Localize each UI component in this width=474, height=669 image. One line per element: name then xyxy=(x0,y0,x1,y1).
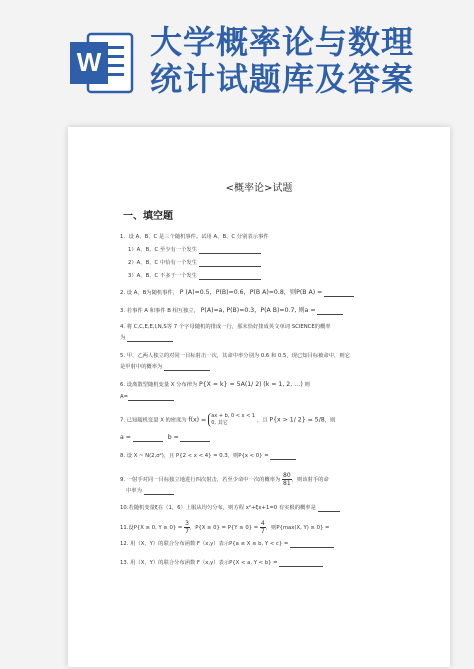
q5-tail: 是甲射中的概率为 xyxy=(120,364,163,370)
q11-f1-denominator: 7 xyxy=(185,528,189,535)
question-6-cont xyxy=(120,394,420,401)
q7-piece-2-expr: 0, xyxy=(211,420,217,426)
q7-fx: f(x) = xyxy=(188,416,207,424)
q7-piece-1-cond: 0 < x < 1 xyxy=(230,413,256,419)
q6-formula: P{X = k} = 5A(1/ 2) xyxy=(199,381,262,388)
q7-piece-2 xyxy=(211,420,227,426)
q7-then: ，则 xyxy=(324,417,336,424)
banner-title-line1: 大学概率论与数理 xyxy=(150,23,415,61)
question-5-cont xyxy=(120,364,420,371)
document-title: <概率论>试题 xyxy=(225,183,293,194)
q6-range: (k = 1, 2, …) xyxy=(263,381,303,388)
q3-text: 3. 若事件 A 和事件 B 相互独立， xyxy=(120,308,199,314)
question-11 xyxy=(120,520,420,535)
q7-and: ，且 xyxy=(257,417,268,424)
q11-f1-numerator: 3 xyxy=(185,520,189,527)
question-6 xyxy=(120,381,420,389)
q9-numerator: 80 xyxy=(283,472,291,479)
question-4: 4. 将 C,C,E,E,I,N,S等 7 个字母随机的排成一行，那末恰好排成英文单词 SCIENCE的概率 xyxy=(120,324,331,330)
document-page xyxy=(68,127,450,667)
word-icon-letter: W xyxy=(76,47,102,77)
q9-fraction xyxy=(282,472,292,487)
question-8 xyxy=(120,453,420,460)
q7-condition: P{x > 1/ 2} = 5/8 xyxy=(269,416,325,424)
answer-blank xyxy=(290,541,334,548)
banner-title xyxy=(150,24,470,98)
question-10 xyxy=(120,505,420,512)
answer-blank xyxy=(164,364,210,371)
answer-blank xyxy=(324,290,354,297)
q10-text: 10.若随机变量ξ在（1，6）上服从均匀分布，则方程 x²+ξx+1=0 有实根的概率是 xyxy=(120,505,316,511)
q1-1-text: 1）A、B、C 至少有一个发生 xyxy=(128,247,197,253)
q7-piece-2-cond: 其它 xyxy=(217,420,228,426)
q11-text-2: ，P{X ≥ 0} = P{Y ≥ 0} = xyxy=(189,525,259,531)
header-banner xyxy=(0,0,474,110)
q2-formula: P (A)=0.5，P(B)=0.6，P(B A)=0.8，则P(B A) = xyxy=(179,289,323,296)
question-1-part-3 xyxy=(128,273,428,280)
q2-text: 2. 设 A、B为随机事件， xyxy=(120,290,179,296)
q9-text-2: ，则该射手的命 xyxy=(291,477,329,483)
answer-blank xyxy=(318,505,340,512)
question-1-part-1 xyxy=(128,247,428,254)
q3-formula: P(A)=a, P(B)=0.3，P(A B)=0.7, 则a = xyxy=(200,307,316,314)
q12-text: 12. 用（X，Y）的联合分布函数 F（x,y）表示P{a ≤ X ≤ b, Y < c} = xyxy=(120,541,289,547)
q11-text-3: ，则P{max(X, Y) ≥ 0} = xyxy=(265,525,330,531)
answer-blank xyxy=(199,247,261,254)
answer-blank xyxy=(180,435,210,442)
q11-text: 11.设P{X ≥ 0, Y ≥ 0} = xyxy=(120,525,183,531)
answer-blank xyxy=(317,308,343,315)
q8-text: 8. 设 X ~ N(2,σ²)，且 P{2 < x < 4} = 0.3，则P{x < 0} = xyxy=(120,453,269,459)
question-1-part-2 xyxy=(128,260,428,267)
question-5: 5. 甲、乙两人独立的对同一目标射击一次，其命中率分别为 0.6 和 0.5，现已知目标被命中，则它 xyxy=(120,353,350,359)
q9-denominator: 81 xyxy=(283,480,291,487)
question-2 xyxy=(120,289,420,297)
q9-tail: 中率为 xyxy=(126,488,142,494)
word-doc-icon xyxy=(68,30,134,96)
section-heading: 一、填空题 xyxy=(123,211,173,222)
question-13 xyxy=(120,560,420,567)
question-9-cont xyxy=(126,488,426,495)
question-1: 1．设 A、B、C 是三个随机事件。试用 A、B、C 分别表示事件 xyxy=(120,234,269,240)
q7-piece-1-expr: ax + b, xyxy=(211,413,230,419)
q7-text: 7. 已知随机变量 X 的密度为 xyxy=(120,417,187,424)
q7-a-label: a = xyxy=(120,434,131,441)
question-9 xyxy=(120,472,420,487)
question-3 xyxy=(120,307,420,315)
q9-text: 9. 一射手对同一目标独立地进行四次射击，若至少命中一次的概率为 xyxy=(120,477,281,483)
q1-3-text: 3）A、B、C 不多于一个发生 xyxy=(128,273,197,279)
answer-blank xyxy=(133,435,163,442)
question-4-cont xyxy=(120,335,420,342)
q6-then: 则 xyxy=(304,382,310,388)
answer-blank xyxy=(128,394,174,401)
question-12 xyxy=(120,541,420,548)
q7-piecewise xyxy=(208,413,255,427)
q7-piece-1 xyxy=(211,413,255,419)
q11-f2-denominator: 7 xyxy=(260,528,265,535)
q6-text: 6. 设离散型随机变量 X 分布律为 xyxy=(120,382,198,388)
q6-answer-label: A= xyxy=(120,394,129,400)
q7-b-label: b = xyxy=(167,434,179,441)
q4-tail: 为 xyxy=(120,335,126,341)
answer-blank xyxy=(144,488,174,495)
question-7-cont xyxy=(120,434,420,442)
q11-f2-numerator: 4 xyxy=(260,520,265,527)
q1-2-text: 2）A、B、C 中恰有一个发生 xyxy=(128,260,197,266)
banner-title-line2: 统计试题库及答案 xyxy=(150,60,415,98)
answer-blank xyxy=(199,273,261,280)
answer-blank xyxy=(279,560,323,567)
question-7 xyxy=(120,413,420,427)
answer-blank xyxy=(199,260,261,267)
q13-text: 13. 用（X，Y）的联合分布函数 F（x,y）表示P{X < a, Y < b} = xyxy=(120,560,278,566)
answer-blank xyxy=(270,453,296,460)
answer-blank xyxy=(127,335,173,342)
